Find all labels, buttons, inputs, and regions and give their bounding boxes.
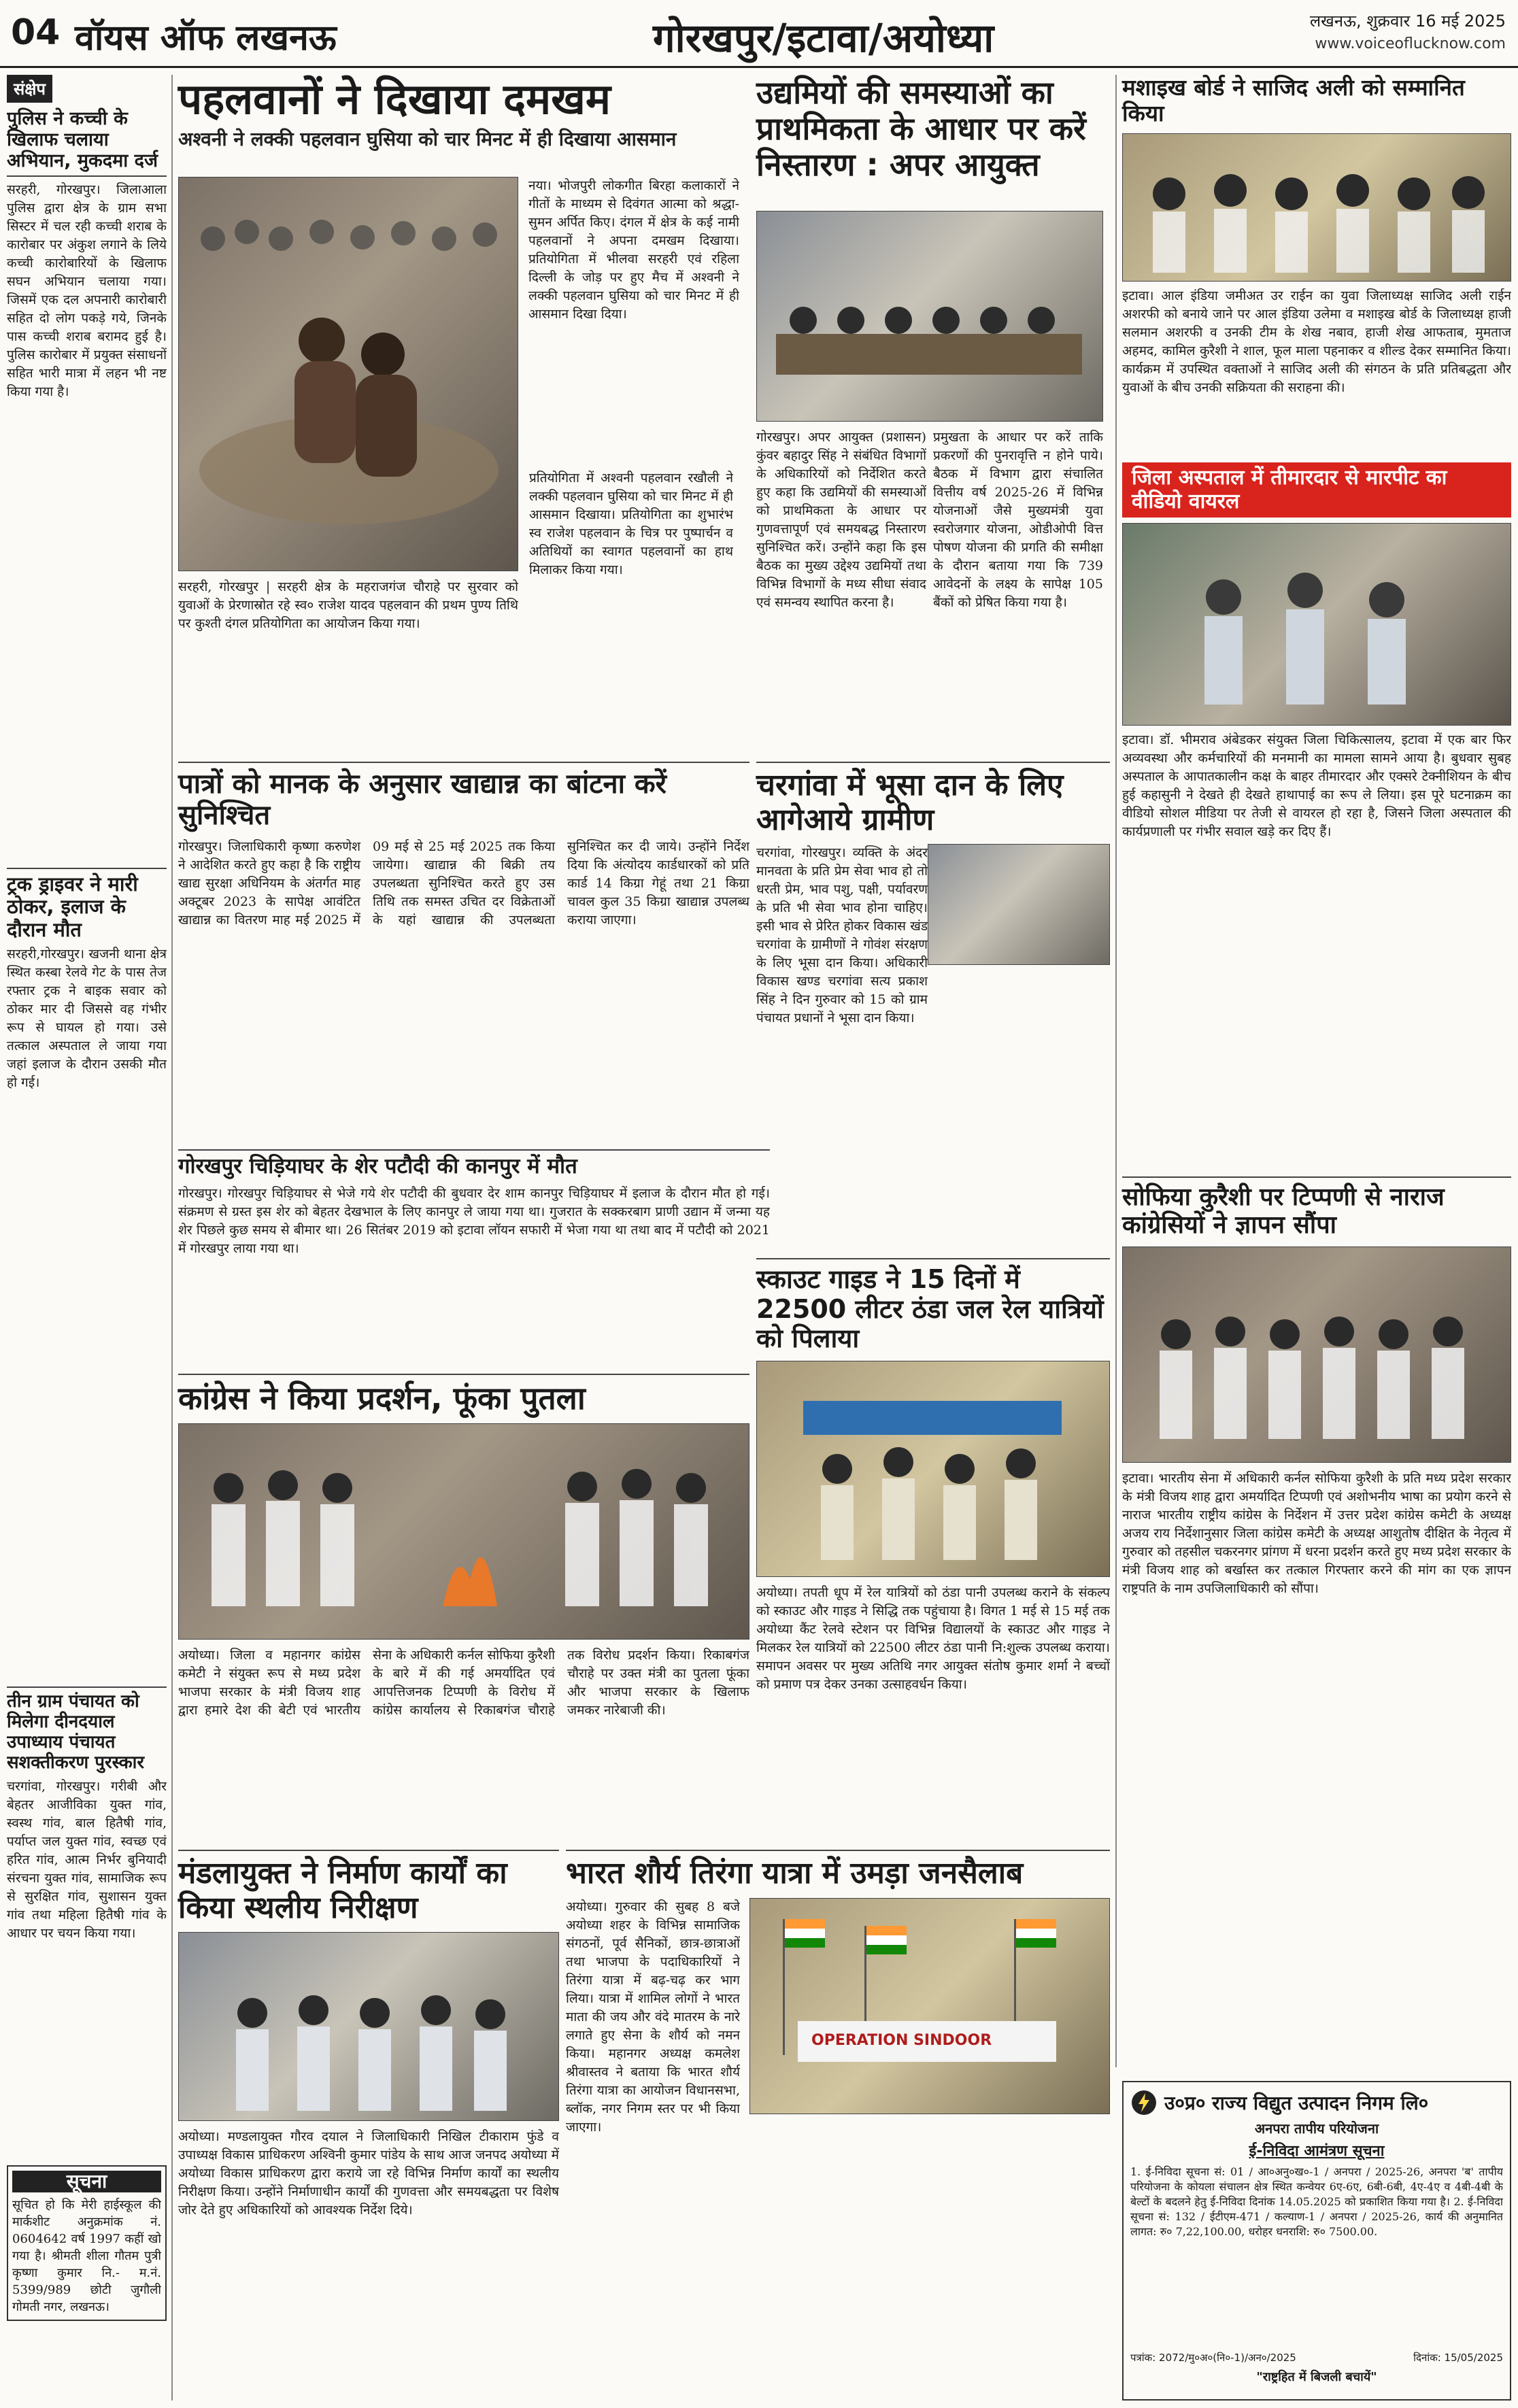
udyami-body-col-1: गोरखपुर। अपर आयुक्त (प्रशासन) कुंवर बहादुर सिंह ने संबंधित विभागों के अधिकारियों को निर्देशित करते हुए कहा कि उद्यमियों की समस्याओं को प्राथमिकता के आधार पर गुणवत्तापूर्ण एवं समयबद्ध निस्तारण सुनिश्चित करें। उन्होंने कहा कि इस बैठक का मुख्य उद्देश्य उद्यमियों तथा विभिन्न विभागों के मध्य सीधा संवाद एवं समन्वय स्थापित करना है। — [756, 430, 926, 610]
mashaikh-story — [1122, 75, 1511, 456]
sankshep-column — [7, 75, 167, 2401]
brief-headline: पुलिस ने कच्ची के खिलाफ चलाया अभियान, मुकदमा दर्ज — [7, 108, 167, 177]
brief-headline: ट्रक ड्राइवर ने मारी ठोकर, इलाज के दौरान मौत — [7, 868, 167, 941]
udyami-headline: उद्यमियों की समस्याओं का प्राथमिकता के आधार पर करें निस्तारण : अपर आयुक्त — [756, 74, 1086, 183]
brief-item — [7, 108, 167, 861]
memorandum-illustration — [1128, 1266, 1502, 1457]
udyami-body-col-2: प्रमुखता के आधार पर करें ताकि प्रकरणों की पुनरावृत्ति न होने पाये। बैठक में विभाग द्वारा संचालित वित्तीय वर्ष 2025-26 में विभिन्न योजनाओं जैसे मुख्यमंत्री युवा स्वरोजगार योजना, ओडीओपी वित्त पोषण योजना की प्रगति की समीक्षा के दौरान बताया गया कि 739 आवेदनों के लक्ष्य के सापेक्ष 105 बैंकों को प्रेषित किया गया है। — [933, 430, 1103, 610]
page-number: 04 — [11, 12, 61, 53]
sofiya-story — [1122, 1176, 1511, 2074]
lead-photo-caption: सरहरी, गोरखपुर | सरहरी क्षेत्र के महराजगंज चौराहे पर सुरवार को युवाओं के प्रेरणास्रोत रहे स्व० राजेश यादव पहलवान की प्रथम पुण्य तिथि पर कुश्ती दंगल प्रतियोगिता का आयोजन किया गया। — [178, 579, 518, 631]
operation-sindoor-banner: OPERATION SINDOOR — [811, 2031, 992, 2049]
brief-headline: तीन ग्राम पंचायत को मिलेगा दीनदयाल उपाध्याय पंचायत सशक्तीकरण पुरस्कार — [7, 1686, 167, 1774]
tender-slogan: "राष्ट्रहित में बिजली बचायें" — [1256, 2370, 1377, 2384]
inspection-photo — [178, 1932, 559, 2121]
brief-item — [7, 868, 167, 1680]
scout-photo — [756, 1361, 1110, 1577]
bhusa-body: चरगांवा, गोरखपुर। व्यक्ति के अंदर मानवता के प्रति प्रेम सेवा भाव हो तो धरती प्रेम, भाव पशु, पक्षी, पर्यावरण के प्रति भी सेवा भाव होना चाहिए। इसी भाव से प्रेरित होकर विकास खंड चरगांवा के ग्रामीणों ने गोवंश संरक्षण के लिए भूसा दान किया। अधिकारी विकास खण्ड चरगांवा सत्य प्रकाश सिंह ने दिन गुरुवार को 15 को ग्राम पंचायत प्रधानों ने भूसा दान किया। — [756, 845, 928, 1026]
tender-reference: पत्रांक: 2072/मु०अ०(नि०-1)/अन०/2025 — [1130, 2352, 1296, 2364]
sofiya-body: इटावा। भारतीय सेना में अधिकारी कर्नल सोफिया कुरैशी के प्रति मध्य प्रदेश सरकार के मंत्री विजय शाह द्वारा अमर्यादित टिप्पणी एवं अशोभनीय भाषा का प्रयोग करने से नाराज भारतीय राष्ट्रीय कांग्रेस के निर्देशन में उत्तर प्रदेश कांग्रेस कमेटी के अध्यक्ष अजय राय निर्देशानुसार जिला कांग्रेस कमेटी के अध्यक्ष आशुतोष दीक्षित के नेतृत्व में गुरुवार को तहसील चकरनगर प्रांगण में धरना प्रदर्शन करते हुए मध्य प्रदेश सरकार के मंत्री विजय शाह को बर्खास्त कर तत्काल गिरफ्तार करने की मांग का एक ज्ञापन राष्ट्रपति के नाम उपजिलाधिकारी को सौंपा। — [1122, 1470, 1511, 1596]
zoo-headline: गोरखपुर चिड़ियाघर के शेर पटौदी की कानपुर में मौत — [178, 1154, 577, 1178]
notice-label: सूचना — [12, 2171, 161, 2192]
column-rule — [1115, 75, 1117, 2067]
lead-body-col-2: प्रतियोगिता में अश्वनी पहलवान रखौली ने लक्की पहलवान घुसिया को चार मिनट में ही आसमान दिखाया। प्रतियोगिता का शुभारंभ स्व राजेश पहलवान के चित्र पर पुष्पार्चन व अतिथियों का स्वागत पहलवानों का हाथ मिलाकर किया गया। — [529, 471, 733, 577]
tiranga-story — [566, 1850, 1110, 2401]
congress-protest-story — [178, 1374, 749, 1843]
wrestling-photo — [178, 177, 518, 571]
hospital-video-still — [1122, 523, 1511, 726]
paatron-headline: पात्रों को मानक के अनुसार खाद्यान्न का बांटना करें सुनिश्चित — [178, 768, 667, 831]
brief-body: सरहरी, गोरखपुर। जिलाआला पुलिस द्वारा क्षेत्र के ग्राम सभा सिस्टर में चल रही कच्ची शराब के कारोबार पर अंकुश लगाने के लिये कच्ची कारोबारियों के खिलाफ सघन अभियान चलाया गया। जिसमें एक दल अपनारी कारोबारी सहित दो लोग पकड़े गये, जिनके पास कच्ची शराब बरामद हुई है। पुलिस कारोबार में प्रयुक्त संसाधनों सहित भारी मात्रा में लहन भी नष्ट किया गया है। — [7, 182, 167, 400]
masthead — [0, 0, 1518, 68]
scuffle-illustration — [1128, 543, 1502, 719]
tender-title: ई-निविदा आमंत्रण सूचना — [1249, 2143, 1385, 2160]
tiranga-headline: भारत शौर्य तिरंगा यात्रा में उमड़ा जनसैलाब — [566, 1856, 1024, 1890]
brief-body: सरहरी,गोरखपुर। खजनी थाना क्षेत्र स्थित कस्बा रेलवे गेट के पास तेज रफ्तार ट्रक ने बाइक सवार को ठोकर मार दी जिससे वह गंभीर रूप से घायल हो गया। उसे तत्काल अस्पताल ले जाया गया जहां इलाज के दौरान उसकी मौत हो गई। — [7, 947, 167, 1091]
mandalayukt-story — [178, 1850, 559, 2401]
scout-headline: स्काउट गाइड ने 15 दिनों में 22500 लीटर ठंडा जल रेल यात्रियों को पिलाया — [756, 1264, 1104, 1354]
scout-story — [756, 1258, 1110, 1843]
effigy-burning-photo — [178, 1423, 749, 1640]
tender-body: 1. ई-निविदा सूचना सं: 01 / आ०अनु०ख०-1 / अनपरा / 2025-26, अनपरा 'ब' तापीय परियोजना के कोयला संचालन क्षेत्र स्थित कन्वेयर 6ए-6ए, 6बी-6बी, 4ए-4ए व 4बी-4बी के बेल्टों के बदलने हेतु ई-निविदा दिनांक 14.05.2025 को प्रकाशित किया गया है। 2. ई-निविदा सूचना सं: 132 / ईटीएम-471 / कल्याण-1 / अनपरा / 2025-26, कार्य की अनुमानित लागत: रु० 7,22,100.00, धरोहर धनराशि: रु० 7500.00. — [1130, 2165, 1503, 2238]
hospital-story — [1122, 462, 1511, 1170]
notice-box — [7, 2165, 167, 2321]
bolt-icon — [1130, 2089, 1158, 2116]
mashaikh-body: इटावा। आल इंडिया जमीअत उर राईन का युवा जिलाध्यक्ष साजिद अली राईन अशरफी को बनाये जाने पर आल इंडिया उलेमा व मशाइख बोर्ड के जिलाध्यक्ष हाजी सलमान अशरफी व उनकी टीम के शेख नबाव, हाजी शेख आफताब, मुमताज अहमद, कामिल कुरैशी ने शाल, फूल माला पहनाकर व शील्ड देकर सम्मानित किया। कार्यक्रम में उपस्थित वक्ताओं ने साजिद अली की संगठन के प्रति प्रतिबद्धता और युवाओं के बीच उनकी सक्रियता की सराहना की। — [1122, 288, 1511, 395]
bhusa-story — [756, 762, 1110, 1142]
congress-protest-body: अयोध्या। जिला व महानगर कांग्रेस कमेटी ने संयुक्त रूप से मध्य प्रदेश भाजपा सरकार के मंत्री विजय शाह द्वारा हमारे देश की बेटी एवं भारतीय सेना के अधिकारी कर्नल सोफिया कुरैशी के बारे में की गई अमर्यादित एवं आपत्तिजनक टिप्पणी के विरोध में कांग्रेस कार्यालय से रिकाबगंज चौराहे तक विरोध प्रदर्शन किया। रिकाबगंज चौराहे पर उक्त मंत्री का पुतला फूंका और भाजपा सरकार के खिलाफ जमकर नारेबाजी की। — [178, 1647, 749, 1718]
memorandum-photo — [1122, 1247, 1511, 1463]
scout-body: अयोध्या। तपती धूप में रेल यात्रियों को ठंडा पानी उपलब्ध कराने के संकल्प को स्काउट और गाइड ने सिद्धि तक पहुंचाया है। विगत 1 मई से 15 मई तक अयोध्या कैंट रेलवे स्टेशन पर विभिन्न विद्यालयों के स्काउट और गाइड ने मिलकर रेल यात्रियों को 22500 लीटर ठंडा पानी नि:शुल्क उपलब्ध कराया। समापन अवसर पर मुख्य अतिथि नगर आयुक्त संतोष कुमार शर्मा ने बच्चों को प्रमाण पत्र देकर उनका उत्साहवर्धन किया। — [756, 1585, 1110, 1693]
tiranga-illustration — [757, 1905, 1097, 2096]
tender-org: उ०प्र० राज्य विद्युत उत्पादन निगम लि० — [1164, 2092, 1429, 2114]
inspection-illustration — [184, 1952, 552, 2115]
tiranga-body: अयोध्या। गुरुवार की सुबह 8 बजे अयोध्या शहर के विभिन्न सामाजिक संगठनों, पूर्व सैनिकों, छात्र-छात्राओं तथा भाजपा के पदाधिकारियों ने तिरंगा यात्रा में बढ़-चढ़ कर भाग लिया। यात्रा में शामिल लोगों ने भारत माता की जय और वंदे मातरम के नारे लगाते हुए सेना के शौर्य को नमन किया। महानगर अध्यक्ष कमलेश श्रीवास्तव ने बताया कि भारत शौर्य तिरंगा यात्रा का आयोजन विधानसभा, ब्लॉक, नगर निगम स्तर पर भी किया जाएगा। — [566, 1899, 740, 2135]
hospital-headline: जिला अस्पताल में तीमारदार से मारपीट का वीडियो वायरल — [1122, 462, 1511, 518]
brief-body: चरगांवा, गोरखपुर। गरीबी और बेहतर आजीविका युक्त गांव, स्वस्थ गांव, बाल हितैषी गांव, पर्याप्त जल युक्त गांव, स्वच्छ एवं हरित गांव, आत्म निर्भर बुनियादी संरचना युक्त गांव, सामाजिक रूप से सुरक्षित गांव, सुशासन युक्त गांव तथा महिला हितैषी गांव के आधार पर चयन किया गया। — [7, 1778, 167, 1941]
notice-body: सूचित हो कि मेरी हाईस्कूल की मार्कशीट अनुक्रमांक नं. 0604642 वर्ष 1997 कहीं खो गया है। श्रीमती शीला गौतम पुत्री कृष्णा कुमार नि.- म.नं. 5399/989 छोटी जुगौली गोमती नगर, लखनऊ। — [12, 2197, 161, 2314]
udyami-story — [756, 75, 1110, 755]
website-link[interactable]: www.voiceoflucknow.com — [1315, 35, 1506, 52]
section-title: गोरखपुर/इटावा/अयोध्या — [653, 15, 994, 61]
sofiya-headline: सोफिया कुरैशी पर टिप्पणी से नाराज कांग्रेसियों ने ज्ञापन सौंपा — [1122, 1183, 1445, 1240]
mashaikh-headline: मशाइख बोर्ड ने साजिद अली को सम्मानित किया — [1122, 74, 1465, 126]
paatron-story — [178, 762, 749, 1142]
sankshep-label: संक्षेप — [7, 75, 52, 103]
hospital-body: इटावा। डॉ. भीमराव अंबेडकर संयुक्त जिला चिकित्सालय, इटावा में एक बार फिर अव्यवस्था और कर्मचारियों की मनमानी का मामला सामने आया है। बुधवार सुबह अस्पताल के आपातकालीन कक्ष के बाहर तीमारदार और एक्सरे टेक्नीशियन के बीच हुई कहासुनी ने देखते ही देखते हाथापाई का रूप ले लिया। इस पूरे घटनाक्रम का वीडियो सोशल मीडिया पर तेजी से वायरल हो रहा है, जिसने जिला अस्पताल की कार्यप्रणाली पर गंभीर सवाल खड़े कर दिए हैं। — [1122, 732, 1511, 839]
tender-unit: अनपरा तापीय परियोजना — [1254, 2120, 1379, 2137]
tender-notice — [1122, 2081, 1511, 2401]
mandalayukt-headline: मंडलायुक्त ने निर्माण कार्यों का किया स्थलीय निरीक्षण — [178, 1856, 507, 1925]
zoo-body: गोरखपुर। गोरखपुर चिड़ियाघर से भेजे गये शेर पटौदी की बुधवार देर शाम कानपुर चिड़ियाघर में इलाज के दौरान मौत हो गई। संक्रमण से ग्रस्त इस शेर को बेहतर देखभाल के लिए कानपुर ले जाया गया था। गुजरात के सक्करबाग प्राणी उद्यान में जन्मा यह शेर पिछले कुछ समय से बीमार था। 26 सितंबर 2019 को इटावा लॉयन सफारी में भेजा गया था तथा बाद में पटौदी को 2021 में गोरखपुर लाया गया था। — [178, 1185, 770, 1256]
paatron-body: गोरखपुर। जिलाधिकारी कृष्णा करुणेश ने आदेशित करते हुए कहा है कि राष्ट्रीय खाद्य सुरक्षा अधिनियम के अंतर्गत माह अक्टूबर 2023 के सापेक्ष आवंटित खाद्यान्न का वितरण माह मई 2025 में 09 मई से 25 मई 2025 तक किया जायेगा। खाद्यान्न की बिक्री तय उपलब्धता सुनिश्चित करते हुए उस तिथि तक समस्त उचित दर विक्रेताओं के यहां खाद्यान्न की उपलब्धता सुनिश्चित कर दी जाये। उन्होंने निर्देश दिया कि अंत्योदय कार्डधारकों को प्रति कार्ड 14 किग्रा गेहूं तथा 21 किग्रा चावल कुल 35 किग्रा खाद्यान्न उपलब्ध कराया जाएगा। — [178, 839, 749, 928]
bhusa-photo — [928, 844, 1110, 965]
column-rule — [171, 75, 173, 2401]
protest-illustration — [184, 1443, 742, 1633]
tiranga-photo — [749, 1898, 1110, 2114]
wrestlers-illustration — [186, 184, 512, 552]
meeting-illustration — [762, 225, 1096, 416]
tender-date: दिनांक: 15/05/2025 — [1413, 2352, 1503, 2364]
mandalayukt-body: अयोध्या। मण्डलायुक्त गौरव दयाल ने जिलाधिकारी निखिल टीकाराम फुंडे व उपाध्यक्ष विकास प्राधिकरण अश्विनी कुमार पांडेय के साथ आज जनपद अयोध्या में अयोध्या विकास प्राधिकरण द्वारा कराये जा रहे विभिन्न निर्माण कार्यों का स्थलीय निरीक्षण किया। उन्होंने निर्माणाधीन कार्यों की गुणवत्ता और समयबद्धता पर विशेष जोर देते हुए अधिकारियों को आवश्यक निर्देश दिये। — [178, 2129, 559, 2218]
felicitation-illustration — [1128, 153, 1502, 275]
dateline: लखनऊ, शुक्रवार 16 मई 2025 — [1309, 12, 1506, 31]
brand-name: वॉयस ऑफ लखनऊ — [75, 18, 337, 58]
congress-protest-headline: कांग्रेस ने किया प्रदर्शन, फूंका पुतला — [178, 1380, 586, 1417]
lead-headline: पहलवानों ने दिखाया दमखम — [178, 74, 611, 124]
felicitation-photo — [1122, 133, 1511, 282]
scout-illustration — [762, 1380, 1102, 1571]
lead-subhead: अश्वनी ने लक्की पहलवान घुसिया को चार मिनट में ही दिखाया आसमान — [178, 128, 677, 151]
zoo-story — [178, 1149, 770, 1367]
brief-item — [7, 1686, 167, 2158]
lead-body-col-1: नया। भोजपुरी लोकगीत बिरहा कलाकारों ने गीतों के माध्यम से दिवंगत आत्मा को श्रद्धा-सुमन अर्पित किए। दंगल में क्षेत्र के कई नामी पहलवानों ने अपना दमखम दिखाया। प्रतियोगिता में भीलवा सरहरी एवं रहिला दिल्ली के जोड़ पर हुए मैच में अश्वनी ने लक्की पहलवान घुसिया को चार मिनट में ही आसमान दिखा दिया। — [528, 178, 739, 322]
meeting-photo — [756, 211, 1103, 422]
bhusa-headline: चरगांवा में भूसा दान के लिए आगेआये ग्रामीण — [756, 768, 1064, 837]
